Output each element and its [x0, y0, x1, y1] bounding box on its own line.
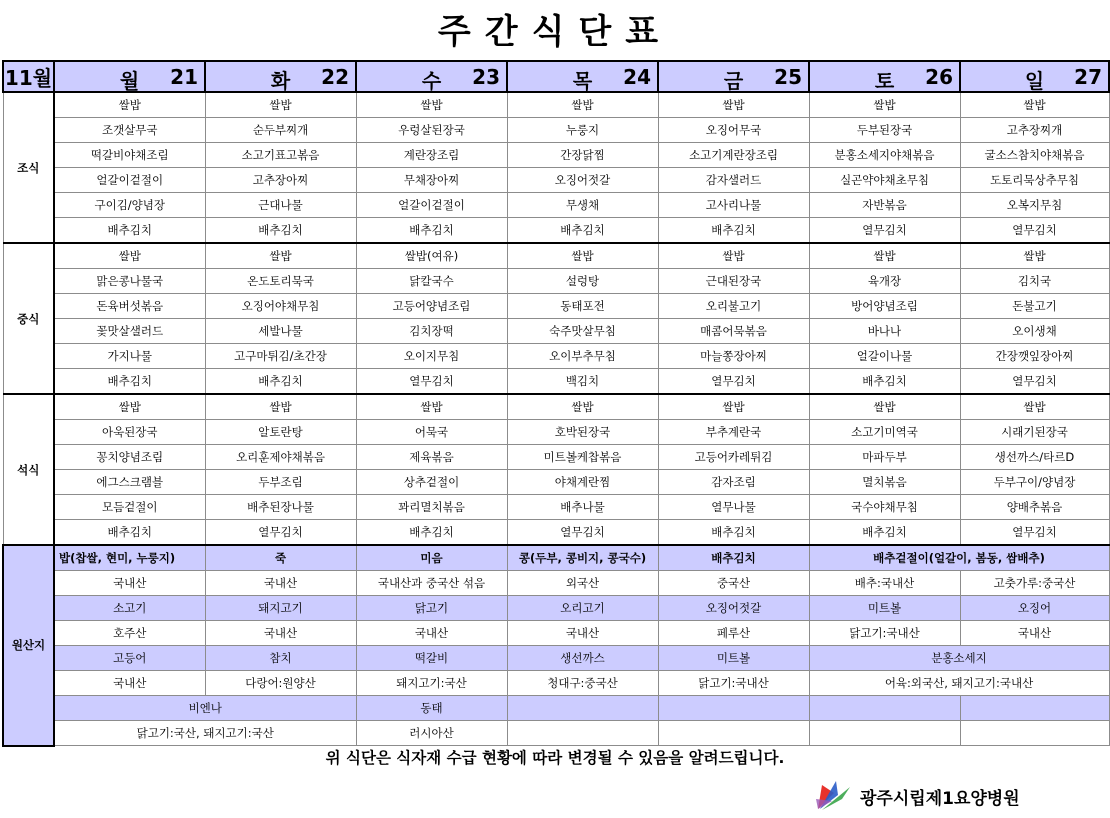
- meal-row: [3, 319, 1109, 344]
- origin-item: 배추김치: [658, 545, 809, 571]
- menu-item: 배추김치: [658, 520, 809, 546]
- day-name: 목: [572, 69, 593, 92]
- menu-item: 쌀밥: [960, 243, 1109, 269]
- menu-item: 맑은콩나물국: [54, 269, 205, 294]
- menu-item: 오이지무침: [356, 344, 507, 369]
- origin-item: 돼지고기: [205, 596, 356, 621]
- menu-item: 멸치볶음: [809, 470, 960, 495]
- menu-item: 열무김치: [658, 369, 809, 395]
- meal-row: [3, 92, 1109, 118]
- hospital-logo-icon: [812, 779, 852, 813]
- day-header: [205, 61, 356, 92]
- origin-item: 소고기: [54, 596, 205, 621]
- menu-item: 근대된장국: [658, 269, 809, 294]
- origin-item-row: [3, 545, 1109, 571]
- origin-empty: [658, 721, 809, 746]
- menu-item: 매콤어묵볶음: [658, 319, 809, 344]
- meal-row: [3, 394, 1109, 420]
- menu-item: 배추김치: [658, 218, 809, 244]
- menu-item: 누룽지: [507, 118, 658, 143]
- menu-item: 닭칼국수: [356, 269, 507, 294]
- menu-item: 배추김치: [809, 369, 960, 395]
- menu-item: 떡갈비야채조림: [54, 143, 205, 168]
- origin-label: 원산지: [3, 545, 54, 746]
- menu-item: 양배추볶음: [960, 495, 1109, 520]
- month-label: 11월: [3, 61, 54, 92]
- origin-value: 돼지고기:국산: [356, 671, 507, 696]
- origin-item: 닭고기: [356, 596, 507, 621]
- origin-item: 오징어젓갈: [658, 596, 809, 621]
- origin-value-row: [3, 671, 1109, 696]
- origin-item: 밥(찹쌀, 현미, 누룽지): [54, 545, 205, 571]
- menu-item: 구이김/양념장: [54, 193, 205, 218]
- menu-item: 배추김치: [809, 520, 960, 546]
- origin-value: 외국산: [507, 571, 658, 596]
- origin-value: 국내산: [356, 621, 507, 646]
- menu-item: 에그스크램블: [54, 470, 205, 495]
- origin-item-row: [3, 596, 1109, 621]
- menu-item: 세발나물: [205, 319, 356, 344]
- origin-item: 떡갈비: [356, 646, 507, 671]
- menu-item: 고추장아찌: [205, 168, 356, 193]
- origin-value: 어육:외국산, 돼지고기:국내산: [809, 671, 1109, 696]
- menu-item: 열무김치: [960, 520, 1109, 546]
- menu-item: 열무김치: [356, 369, 507, 395]
- origin-value-row: [3, 571, 1109, 596]
- meal-row: [3, 118, 1109, 143]
- menu-item: 온도토리묵국: [205, 269, 356, 294]
- menu-item: 쌀밥: [507, 243, 658, 269]
- origin-value: 닭고기:국내산: [658, 671, 809, 696]
- origin-value-row: [3, 721, 1109, 746]
- meal-row: [3, 369, 1109, 395]
- day-date: 23: [472, 65, 500, 89]
- menu-item: 배추김치: [356, 218, 507, 244]
- day-name: 금: [723, 69, 744, 92]
- origin-empty: [960, 696, 1109, 721]
- origin-item-row: [3, 696, 1109, 721]
- meal-row: [3, 294, 1109, 319]
- menu-item: 김치장떡: [356, 319, 507, 344]
- menu-item: 오복지무침: [960, 193, 1109, 218]
- origin-value: 닭고기:국산, 돼지고기:국산: [54, 721, 356, 746]
- menu-item: 돈육버섯볶음: [54, 294, 205, 319]
- origin-value: 배추:국내산: [809, 571, 960, 596]
- meal-row: [3, 143, 1109, 168]
- menu-item: 열무김치: [960, 218, 1109, 244]
- menu-item: 쌀밥: [356, 394, 507, 420]
- menu-item: 오징어야채무침: [205, 294, 356, 319]
- menu-item: 순두부찌개: [205, 118, 356, 143]
- menu-item: 두부구이/양념장: [960, 470, 1109, 495]
- origin-item: 참치: [205, 646, 356, 671]
- menu-item: 고사리나물: [658, 193, 809, 218]
- origin-value: 닭고기:국내산: [809, 621, 960, 646]
- menu-item: 쌀밥: [205, 243, 356, 269]
- menu-item: 감자샐러드: [658, 168, 809, 193]
- origin-value-row: [3, 621, 1109, 646]
- meal-row: [3, 470, 1109, 495]
- menu-item: 육개장: [809, 269, 960, 294]
- menu-item: 쌀밥: [205, 394, 356, 420]
- menu-item: 쌀밥: [54, 394, 205, 420]
- meal-label: 조식: [3, 92, 54, 243]
- origin-value: 청대구:중국산: [507, 671, 658, 696]
- hospital-brand: [812, 778, 1072, 814]
- origin-empty: [809, 696, 960, 721]
- day-header: [809, 61, 960, 92]
- menu-item: 쌀밥: [54, 92, 205, 118]
- menu-item: 고추장찌개: [960, 118, 1109, 143]
- menu-item: 얼갈이겉절이: [356, 193, 507, 218]
- origin-item: 고등어: [54, 646, 205, 671]
- menu-item: 쌀밥: [205, 92, 356, 118]
- day-name: 수: [421, 69, 442, 92]
- menu-item: 제육볶음: [356, 445, 507, 470]
- menu-item: 쌀밥: [960, 394, 1109, 420]
- origin-value: 중국산: [658, 571, 809, 596]
- origin-item: 생선까스: [507, 646, 658, 671]
- menu-item: 설렁탕: [507, 269, 658, 294]
- menu-item: 김치국: [960, 269, 1109, 294]
- meal-row: [3, 520, 1109, 546]
- menu-item: 숙주맛살무침: [507, 319, 658, 344]
- meal-row: [3, 495, 1109, 520]
- menu-item: 열무김치: [809, 218, 960, 244]
- page-title: 주간식단표: [437, 12, 673, 52]
- menu-item: 배추김치: [205, 369, 356, 395]
- menu-item: 두부된장국: [809, 118, 960, 143]
- menu-item: 생선까스/타르D: [960, 445, 1109, 470]
- menu-item: 쌀밥: [356, 92, 507, 118]
- origin-empty: [658, 696, 809, 721]
- day-name: 일: [1024, 69, 1045, 92]
- day-date: 25: [774, 65, 802, 89]
- menu-item: 무생채: [507, 193, 658, 218]
- origin-value: 러시아산: [356, 721, 507, 746]
- meal-label: 석식: [3, 394, 54, 545]
- menu-item: 배추김치: [54, 218, 205, 244]
- origin-item: 분홍소세지: [809, 646, 1109, 671]
- menu-item: 쌀밥: [658, 92, 809, 118]
- hospital-name: 광주시립제1요양병원: [860, 788, 1020, 809]
- menu-item: 열무김치: [960, 369, 1109, 395]
- origin-item: 오징어: [960, 596, 1109, 621]
- origin-value: 국내산: [507, 621, 658, 646]
- menu-item: 가지나물: [54, 344, 205, 369]
- menu-item: 꽁치양념조림: [54, 445, 205, 470]
- menu-item: 쌀밥: [658, 394, 809, 420]
- menu-item: 돈불고기: [960, 294, 1109, 319]
- menu-item: 소고기미역국: [809, 420, 960, 445]
- day-name: 화: [270, 69, 291, 92]
- day-header: [54, 61, 205, 92]
- menu-item: 쌀밥(여유): [356, 243, 507, 269]
- day-date: 21: [170, 65, 198, 89]
- origin-item: 오리고기: [507, 596, 658, 621]
- menu-item: 쌀밥: [54, 243, 205, 269]
- origin-empty: [809, 721, 960, 746]
- menu-item: 오리훈제야채볶음: [205, 445, 356, 470]
- origin-item: 배추겉절이(얼갈이, 봄동, 쌈배추): [809, 545, 1109, 571]
- day-date: 22: [321, 65, 349, 89]
- menu-item: 소고기계란장조림: [658, 143, 809, 168]
- menu-item: 야채계란찜: [507, 470, 658, 495]
- origin-item: 미트볼: [658, 646, 809, 671]
- menu-item: 쌀밥: [507, 92, 658, 118]
- menu-item: 열무김치: [507, 520, 658, 546]
- day-header: [960, 61, 1109, 92]
- origin-item: 비엔나: [54, 696, 356, 721]
- origin-value: 국내산: [205, 571, 356, 596]
- menu-item: 마늘쫑장아찌: [658, 344, 809, 369]
- footnote: 위 식단은 식자재 수급 현황에 따라 변경될 수 있음을 알려드립니다.: [325, 749, 785, 767]
- day-header: [658, 61, 809, 92]
- menu-item: 배추김치: [205, 218, 356, 244]
- menu-item: 도토리묵상추무침: [960, 168, 1109, 193]
- menu-item: 오이부추무침: [507, 344, 658, 369]
- day-header-row: [3, 61, 1109, 92]
- menu-item: 두부조림: [205, 470, 356, 495]
- origin-item: 죽: [205, 545, 356, 571]
- menu-item: 시래기된장국: [960, 420, 1109, 445]
- menu-item: 꽈리멸치볶음: [356, 495, 507, 520]
- menu-item: 열무김치: [205, 520, 356, 546]
- meal-row: [3, 168, 1109, 193]
- day-date: 24: [623, 65, 651, 89]
- menu-item: 고등어양념조림: [356, 294, 507, 319]
- menu-item: 오징어무국: [658, 118, 809, 143]
- origin-value: 고춧가루:중국산: [960, 571, 1109, 596]
- menu-item: 조갯살무국: [54, 118, 205, 143]
- origin-value: 호주산: [54, 621, 205, 646]
- menu-item: 방어양념조림: [809, 294, 960, 319]
- menu-item: 호박된장국: [507, 420, 658, 445]
- menu-item: 아욱된장국: [54, 420, 205, 445]
- origin-value: 국내산: [54, 671, 205, 696]
- menu-item: 실곤약야채초무침: [809, 168, 960, 193]
- menu-item: 알토란탕: [205, 420, 356, 445]
- menu-item: 계란장조림: [356, 143, 507, 168]
- menu-item: 무채장아찌: [356, 168, 507, 193]
- menu-item: 상추겉절이: [356, 470, 507, 495]
- day-header: [507, 61, 658, 92]
- menu-item: 쌀밥: [809, 92, 960, 118]
- day-date: 27: [1074, 65, 1102, 89]
- menu-item: 미트볼케찹볶음: [507, 445, 658, 470]
- menu-item: 쌀밥: [658, 243, 809, 269]
- menu-item: 감자조림: [658, 470, 809, 495]
- meal-row: [3, 269, 1109, 294]
- origin-value: 국내산: [54, 571, 205, 596]
- origin-item-row: [3, 646, 1109, 671]
- origin-item: 미음: [356, 545, 507, 571]
- menu-item: 쌀밥: [960, 92, 1109, 118]
- menu-item: 굴소스참치야채볶음: [960, 143, 1109, 168]
- origin-value: 국내산: [205, 621, 356, 646]
- menu-item: 배추된장나물: [205, 495, 356, 520]
- meal-row: [3, 218, 1109, 244]
- meal-label: 중식: [3, 243, 54, 394]
- origin-item: 동태: [356, 696, 507, 721]
- menu-item: 백김치: [507, 369, 658, 395]
- menu-item: 얼갈이겉절이: [54, 168, 205, 193]
- menu-item: 근대나물: [205, 193, 356, 218]
- menu-item: 쌀밥: [507, 394, 658, 420]
- day-header: [356, 61, 507, 92]
- menu-item: 고등어카레튀김: [658, 445, 809, 470]
- menu-item: 고구마튀김/초간장: [205, 344, 356, 369]
- origin-value: 다랑어:원양산: [205, 671, 356, 696]
- menu-item: 소고기표고볶음: [205, 143, 356, 168]
- menu-item: 동태포전: [507, 294, 658, 319]
- day-name: 월: [119, 69, 140, 92]
- meal-row: [3, 243, 1109, 269]
- origin-item: 콩(두부, 콩비지, 콩국수): [507, 545, 658, 571]
- menu-item: 모듬겉절이: [54, 495, 205, 520]
- menu-item: 열무나물: [658, 495, 809, 520]
- menu-item: 배추김치: [507, 218, 658, 244]
- meal-row: [3, 420, 1109, 445]
- origin-empty: [960, 721, 1109, 746]
- menu-item: 배추김치: [54, 369, 205, 395]
- menu-item: 분홍소세지야채볶음: [809, 143, 960, 168]
- day-name: 토: [874, 69, 895, 92]
- origin-value: 국내산: [960, 621, 1109, 646]
- menu-item: 쌀밥: [809, 394, 960, 420]
- origin-empty: [507, 696, 658, 721]
- menu-item: 배추김치: [356, 520, 507, 546]
- origin-empty: [507, 721, 658, 746]
- menu-item: 자반볶음: [809, 193, 960, 218]
- menu-item: 마파두부: [809, 445, 960, 470]
- menu-item: 쌀밥: [809, 243, 960, 269]
- menu-item: 오리불고기: [658, 294, 809, 319]
- menu-item: 어묵국: [356, 420, 507, 445]
- menu-item: 간장깻잎장아찌: [960, 344, 1109, 369]
- menu-item: 국수야채무침: [809, 495, 960, 520]
- menu-item: 얼갈이나물: [809, 344, 960, 369]
- day-date: 26: [925, 65, 953, 89]
- menu-item: 오징어젓갈: [507, 168, 658, 193]
- meal-row: [3, 193, 1109, 218]
- origin-value: 국내산과 중국산 섞음: [356, 571, 507, 596]
- menu-item: 꽃맛살샐러드: [54, 319, 205, 344]
- meal-row: [3, 344, 1109, 369]
- menu-item: 우렁살된장국: [356, 118, 507, 143]
- weekly-menu-table: [2, 60, 1110, 747]
- menu-item: 바나나: [809, 319, 960, 344]
- meal-row: [3, 445, 1109, 470]
- origin-value: 페루산: [658, 621, 809, 646]
- menu-item: 배추김치: [54, 520, 205, 546]
- menu-item: 오이생채: [960, 319, 1109, 344]
- menu-item: 배추나물: [507, 495, 658, 520]
- menu-item: 부추계란국: [658, 420, 809, 445]
- menu-item: 간장닭찜: [507, 143, 658, 168]
- origin-item: 미트볼: [809, 596, 960, 621]
